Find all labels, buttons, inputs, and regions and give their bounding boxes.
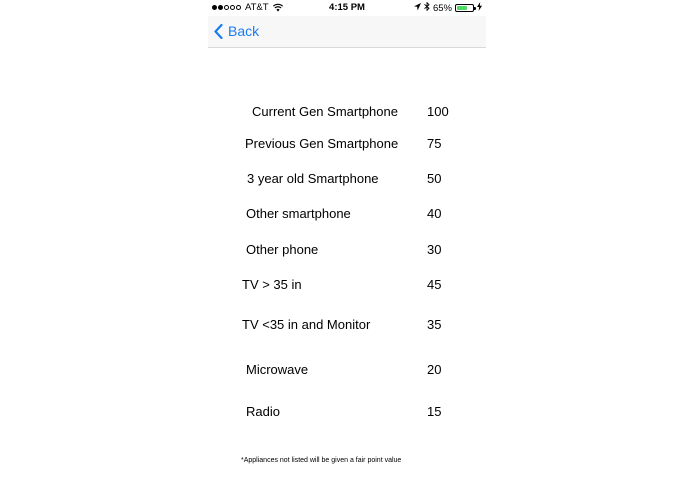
navigation-bar [208,16,486,48]
item-value: 100 [427,104,449,119]
carrier-label: AT&T [245,2,269,13]
item-label: Microwave [246,362,309,377]
item-value: 45 [427,277,442,292]
item-label: Current Gen Smartphone [252,104,398,119]
item-value: 15 [427,404,442,419]
item-value: 75 [427,136,442,151]
charging-bolt-icon [477,2,482,14]
chevron-left-icon [214,24,223,39]
battery-percent: 65% [432,2,452,14]
item-label: Previous Gen Smartphone [245,136,399,151]
footnote: *Appliances not listed will be given a fair point value [241,457,402,464]
item-value: 30 [427,242,442,257]
location-arrow-icon [414,3,421,14]
battery-icon [455,4,474,12]
battery-fill [457,6,467,10]
item-value: 35 [427,317,442,332]
status-right [411,2,482,14]
item-value: 20 [427,362,442,377]
back-label: Back [228,23,260,39]
item-label: TV > 35 in [242,277,302,292]
battery-tip [474,7,476,10]
item-label: Other phone [246,242,319,257]
item-value: 40 [427,206,442,221]
item-label: Other smartphone [246,206,351,221]
item-label: 3 year old Smartphone [247,171,379,186]
back-button[interactable] [214,23,259,39]
bluetooth-icon [424,2,430,14]
item-label: Radio [246,404,280,419]
status-time: 4:15 PM [329,2,365,13]
phone-screen [208,0,486,494]
item-label: TV <35 in and Monitor [242,317,371,332]
item-value: 50 [427,171,442,186]
status-bar [208,0,486,16]
